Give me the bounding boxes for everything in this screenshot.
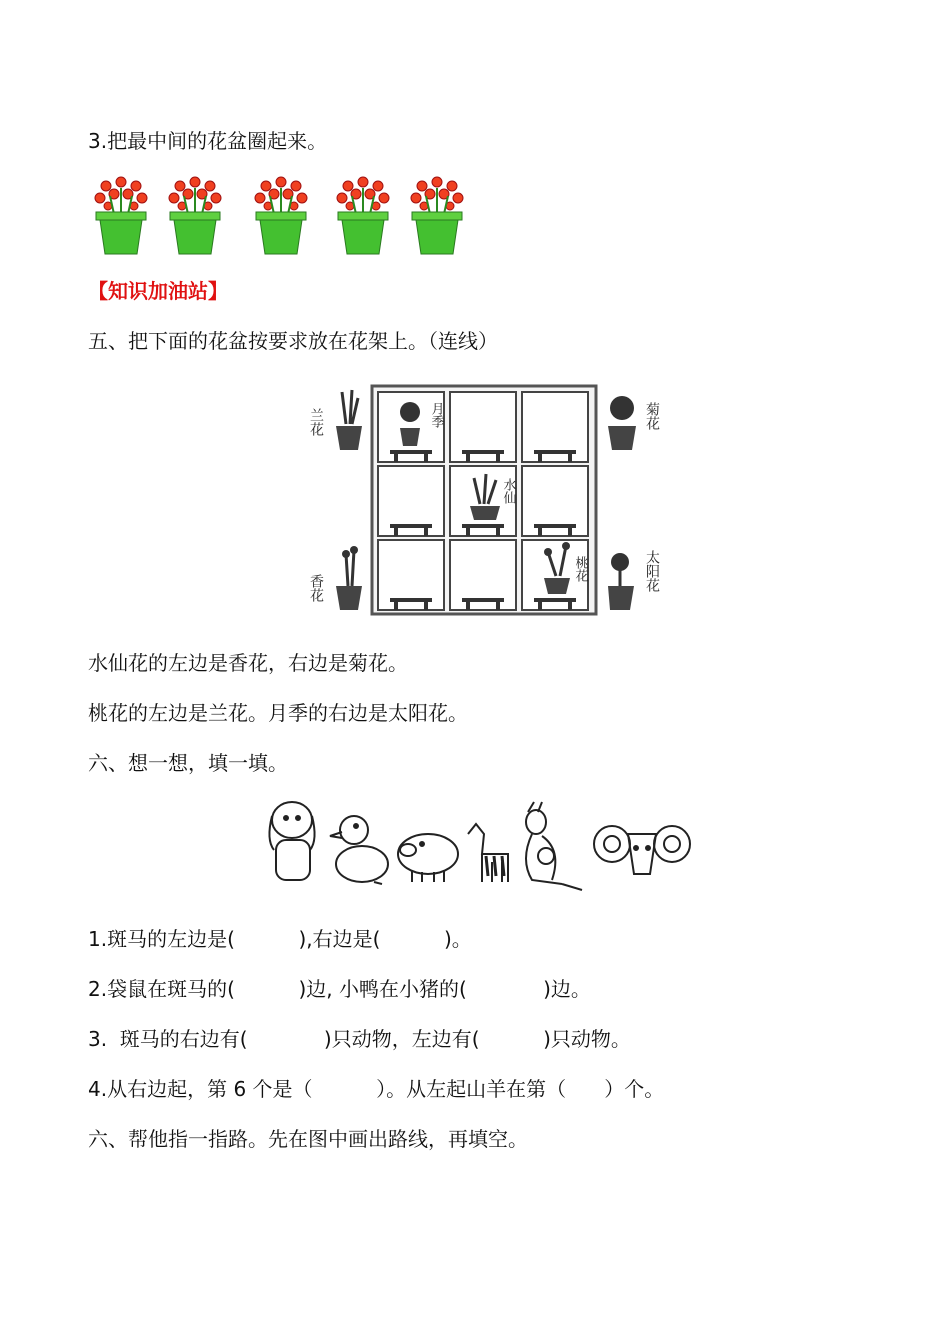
- outside-left-label-0: 兰花: [308, 408, 324, 436]
- inside-label-2: 桃花: [572, 556, 588, 582]
- outside-right-label-0: 菊花: [644, 402, 660, 430]
- clue-1: 水仙花的左边是香花，右边是菊花。: [88, 651, 408, 675]
- question-6-3: 3. 斑马的右边有( )只动物，左边有( )只动物。: [88, 1027, 631, 1051]
- flower-pot-icon[interactable]: [332, 176, 394, 256]
- kangaroo-icon[interactable]: [526, 802, 582, 890]
- dog-icon[interactable]: [269, 802, 314, 880]
- outside-right-label-1: 太阳花: [644, 550, 660, 592]
- section-6-title: 六、想一想，填一填。: [88, 751, 288, 775]
- question-3: 3.把最中间的花盆圈起来。: [88, 129, 328, 153]
- chrysanthemum-plant-icon[interactable]: [608, 396, 636, 450]
- animal-row: [262, 790, 692, 910]
- inside-label-0: 月季: [428, 402, 444, 428]
- clue-2: 桃花的左边是兰花。月季的右边是太阳花。: [88, 701, 468, 725]
- inside-label-1: 水仙: [500, 478, 516, 504]
- ram-icon[interactable]: [594, 826, 690, 874]
- section-5-title: 五、把下面的花盆按要求放在花架上。（连线）: [88, 329, 498, 353]
- flower-pot-icon[interactable]: [164, 176, 226, 256]
- flower-shelf-diagram: [304, 378, 664, 618]
- flower-pot-icon[interactable]: [406, 176, 468, 256]
- zebra-icon[interactable]: [468, 824, 508, 882]
- duck-icon[interactable]: [330, 816, 388, 884]
- pig-icon[interactable]: [398, 834, 458, 882]
- knowledge-station-heading: 【知识加油站】: [88, 279, 228, 303]
- orchid-plant-icon[interactable]: [336, 390, 362, 450]
- section-7-title: 六、帮他指一指路。先在图中画出路线，再填空。: [88, 1127, 528, 1151]
- flower-pot-icon[interactable]: [90, 176, 152, 256]
- sunflower-plant-icon[interactable]: [608, 553, 634, 610]
- question-6-4: 4.从右边起，第 6 个是（ ）。从左起山羊在第（ ）个。: [88, 1077, 665, 1101]
- flower-pot-icon[interactable]: [250, 176, 312, 256]
- fragrant-flower-plant-icon[interactable]: [336, 546, 362, 610]
- question-6-2: 2.袋鼠在斑马的( )边, 小鸭在小猪的( )边。: [88, 977, 591, 1001]
- flower-pot-row: [86, 176, 466, 256]
- question-6-1: 1.斑马的左边是( ),右边是( )。: [88, 927, 472, 951]
- outside-left-label-1: 香花: [308, 574, 324, 602]
